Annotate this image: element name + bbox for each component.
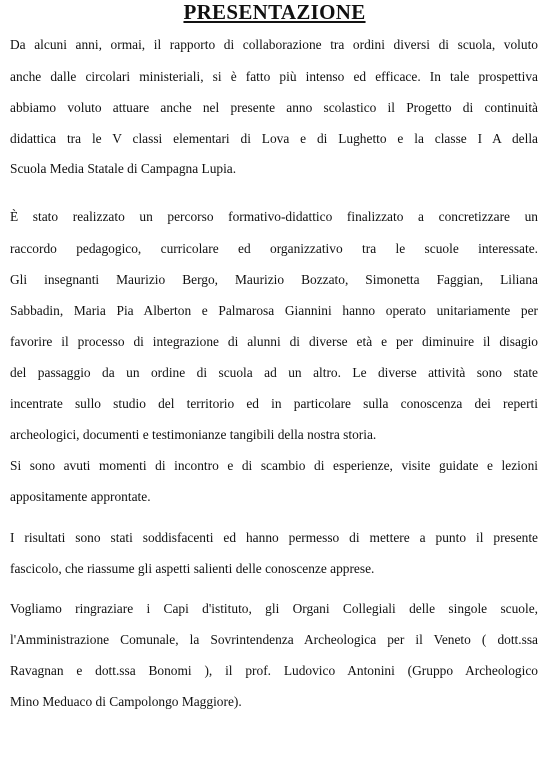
text-line-1: Da alcuni anni, ormai, il rapporto di collaborazione tra ordini diversi di scuola, voluto [10,37,538,52]
text-line-3: abbiamo voluto attuare anche nel presente anno scolastico il Progetto di continuità [10,100,538,115]
text-line-9: Sabbadin, Maria Pia Alberton e Palmarosa Giannini hanno operato unitariamente per [10,303,538,318]
text-line-13: archeologici, documenti e testimonianze tangibili della nostra storia. [10,427,377,442]
text-line-2: anche dalle circolari ministeriali, si è fatto più intenso ed efficace. In tale prospettiva [10,69,538,84]
text-line-12: incentrate sullo studio del territorio ed in particolare sulla conoscenza dei reperti [10,396,538,411]
text-line-20: Ravagnan e dott.ssa Bonomi ), il prof. Ludovico Antonini (Gruppo Archeologico [10,663,538,678]
text-line-14: Si sono avuti momenti di incontro e di scambio di esperienze, visite guidate e lezioni [10,458,538,473]
text-line-21: Mino Meduaco di Campolongo Maggiore). [10,694,242,709]
text-line-10: favorire il processo di integrazione di alunni di diverse età e per diminuire il disagio [10,334,538,349]
page-title: PRESENTAZIONE [183,0,366,24]
text-line-6: È stato realizzato un percorso formativo-didattico finalizzato a concretizzare un [10,209,538,224]
text-line-15: appositamente approntate. [10,489,151,504]
text-line-17: fascicolo, che riassume gli aspetti salienti delle conoscenze apprese. [10,561,375,576]
text-line-5: Scuola Media Statale di Campagna Lupia. [10,161,237,176]
text-line-4: didattica tra le V classi elementari di Lova e di Lughetto e la classe I A della [10,131,538,146]
text-line-7: raccordo pedagogico, curricolare ed organizzativo tra le scuole interessate. [10,241,538,256]
text-line-18: Vogliamo ringraziare i Capi d'istituto, gli Organi Collegiali delle singole scuole, [10,601,538,616]
text-line-11: del passaggio da un ordine di scuola ad un altro. Le diverse attività sono state [10,365,538,380]
text-line-19: l'Amministrazione Comunale, la Sovrintendenza Archeologica per il Veneto ( dott.ssa [10,632,538,647]
text-line-8: Gli insegnanti Maurizio Bergo, Maurizio Bozzato, Simonetta Faggian, Liliana [10,272,538,287]
text-line-16: I risultati sono stati soddisfacenti ed hanno permesso di mettere a punto il presente [10,530,538,545]
